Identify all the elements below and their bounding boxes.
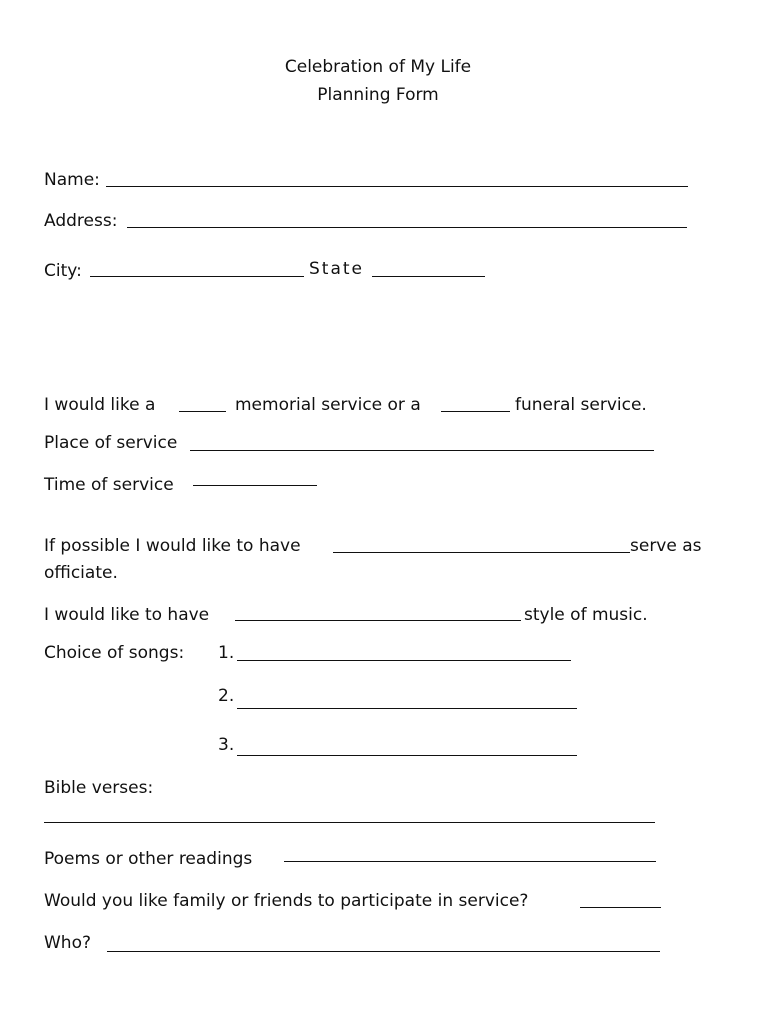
state-label: State [309,259,364,279]
address-label: Address: [44,211,118,231]
song-3-field[interactable] [237,755,577,756]
officiant-prefix: If possible I would like to have [44,536,301,556]
place-of-service-label: Place of service [44,433,178,453]
music-style-suffix: style of music. [524,605,648,625]
who-field[interactable] [107,951,660,952]
place-of-service-field[interactable] [190,450,654,451]
participate-question: Would you like family or friends to participate in service? [44,891,529,911]
choice-of-songs-label: Choice of songs: [44,643,185,663]
music-style-prefix: I would like to have [44,605,210,625]
officiant-line2: officiate. [44,563,118,583]
city-label: City: [44,261,82,281]
song-number-1: 1. [218,643,235,663]
form-title-line1: Celebration of My Life [284,57,472,77]
poems-label: Poems or other readings [44,849,253,869]
time-of-service-label: Time of service [44,475,174,495]
poems-field[interactable] [284,861,656,862]
time-of-service-field[interactable] [193,485,317,486]
memorial-service-text: memorial service or a [235,395,421,415]
song-number-3: 3. [218,735,235,755]
name-field[interactable] [106,186,688,187]
funeral-service-text: funeral service. [515,395,647,415]
city-field[interactable] [90,276,304,277]
participate-answer-field[interactable] [580,907,661,908]
song-number-2: 2. [218,686,235,706]
state-field[interactable] [372,276,485,277]
form-title-line2: Planning Form [317,85,439,105]
music-style-field[interactable] [235,620,521,621]
song-1-field[interactable] [237,660,571,661]
officiant-field[interactable] [333,552,630,553]
service-type-prefix: I would like a [44,395,156,415]
address-field[interactable] [127,227,687,228]
memorial-choice-field[interactable] [179,411,226,412]
name-label: Name: [44,170,100,190]
who-label: Who? [44,933,92,953]
bible-verses-field[interactable] [44,822,655,823]
bible-verses-label: Bible verses: [44,778,154,798]
officiant-suffix: serve as [630,536,702,556]
funeral-choice-field[interactable] [441,411,510,412]
song-2-field[interactable] [237,708,577,709]
